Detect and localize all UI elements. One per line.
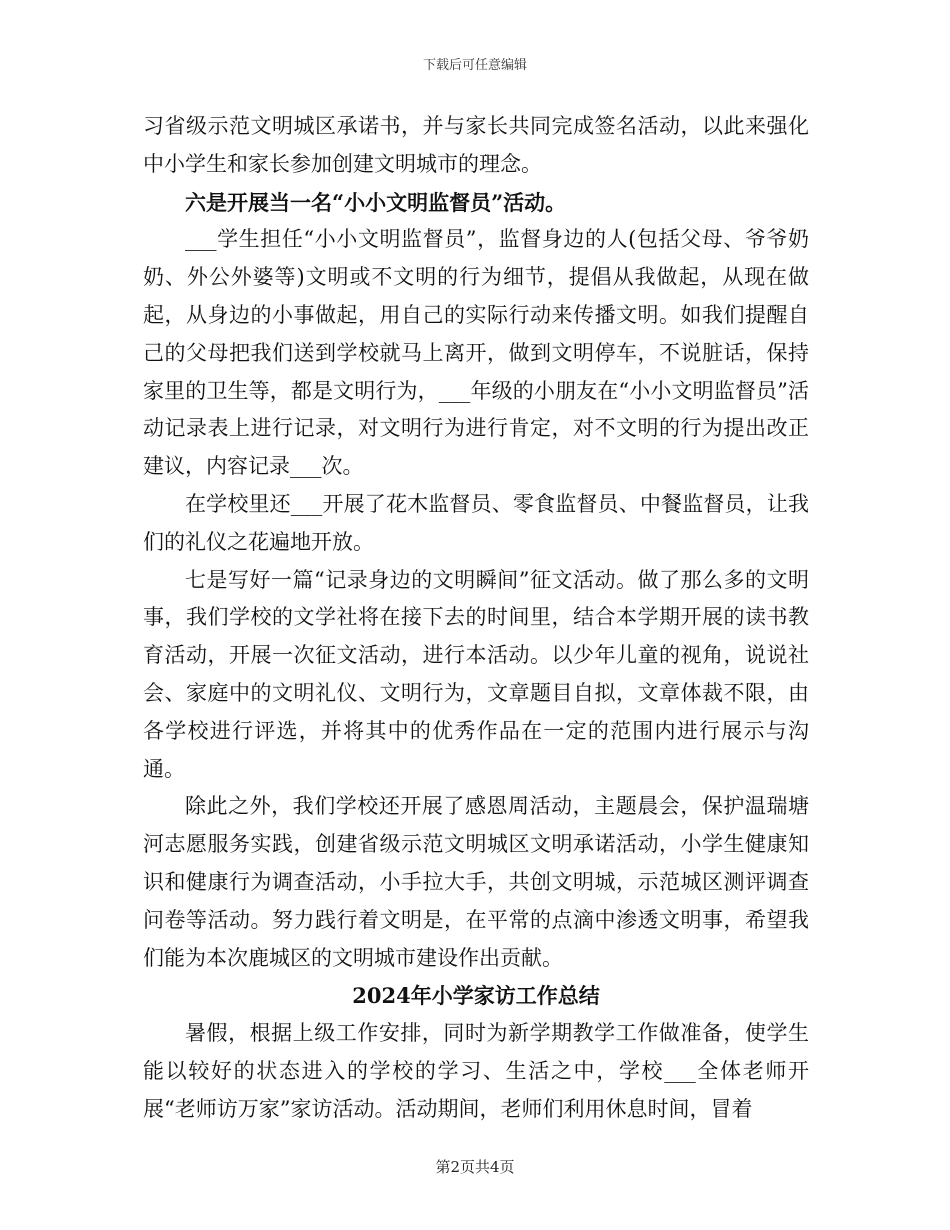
paragraph-other-activities: 除此之外，我们学校还开展了感恩周活动，主题晨会，保护温瑞塘河志愿服务实践，创建省级示范文明城区文明承诺活动，小学生健康知识和健康行为调查活动，小手拉大手，共创文明城，示范城区测评调查问卷等活动。努力践行着文明是，在平常的点滴中渗透文明事，希望我们能为本次鹿城区的文明城市建设作出贡献。 [143, 794, 809, 970]
paragraph-essay-activity: 七是写好一篇“记录身边的文明瞬间”征文活动。做了那么多的文明事，我们学校的文学社将在接下去的时间里，结合本学期开展的读书教育活动，开展一次征文活动，进行本活动。以少年儿童的视角，说说社会、家庭中的文明礼仪、文明行为，文章题目自拟，文章体裁不限，由各学校进行评选，并将其中的优秀作品在一定的范围内进行展示与沟通。 [143, 567, 809, 781]
page-footer: 第2页共4页 [435, 1158, 515, 1176]
document-body [143, 108, 809, 1129]
page-header: 下载后可任意编辑 [422, 58, 527, 73]
paragraph-school-supervisors: 在学校里还___开展了花木监督员、零食监督员、中餐监督员，让我们的礼仪之花遍地开放。 [143, 491, 809, 554]
paragraph-home-visit: 暑假，根据上级工作安排，同时为新学期教学工作做准备，使学生能以较好的状态进入的学校的学习、生活之中，学校___全体老师开展“老师访万家”家访活动。活动期间，老师们利用休息时间，冒着 [143, 1021, 809, 1121]
paragraph-supervisor: ___学生担任“小小文明监督员”，监督身边的人(包括父母、爷爷奶奶、外公外婆等)文明或不文明的行为细节，提倡从我做起，从现在做起，从身边的小事做起，用自己的实际行动来传播文明。如我们提醒自己的父母把我们送到学校就马上离开，做到文明停车，不说脏话，保持家里的卫生等，都是文明行为，___年级的小朋友在“小小文明监督员”活动记录表上进行记录，对文明行为进行肯定，对不文明的行为提出改正建议，内容记录___次。 [143, 227, 809, 479]
paragraph-continuation: 习省级示范文明城区承诺书，并与家长共同完成签名活动，以此来强化中小学生和家长参加创建文明城市的理念。 [143, 114, 809, 176]
section-title: 2024年小学家访工作总结 [352, 983, 600, 1009]
subheading-six: 六是开展当一名“小小文明监督员”活动。 [185, 189, 567, 215]
